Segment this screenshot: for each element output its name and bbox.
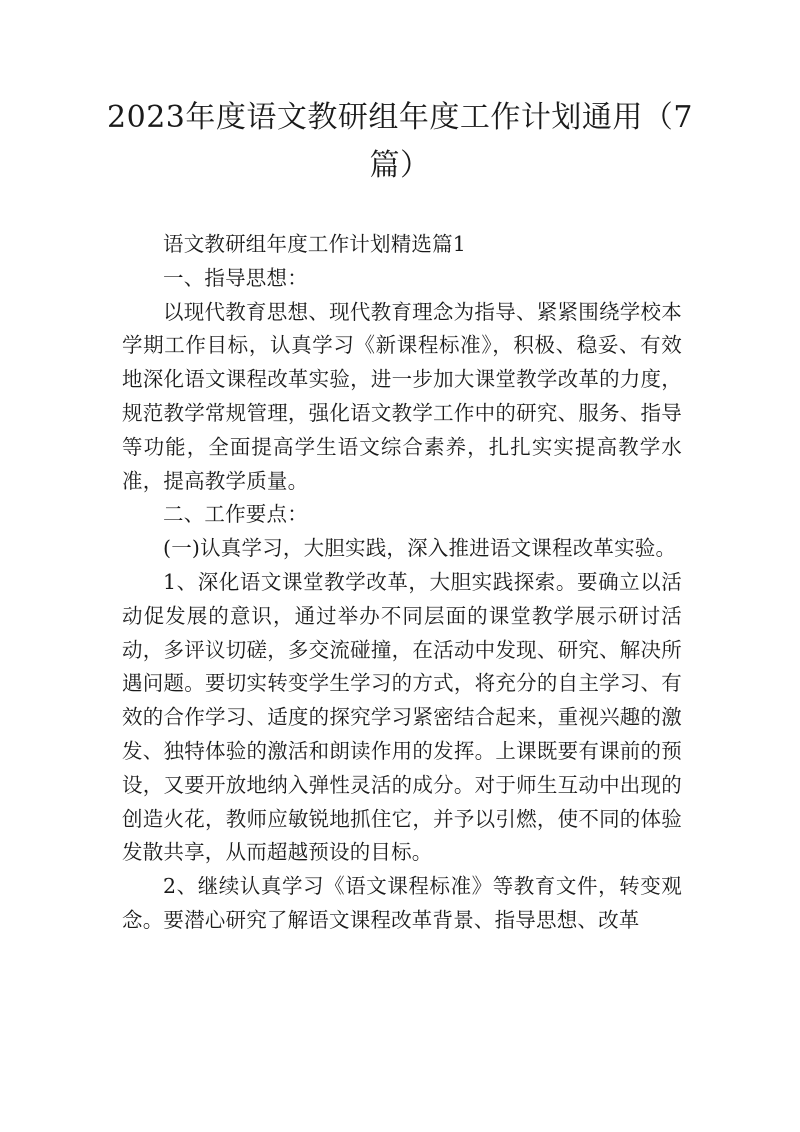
body-paragraph: 2、继续认真学习《语文课程标准》等教育文件，转变观念。要潜心研究了解语文课程改革背景、指导思想、改革 — [122, 874, 682, 932]
document-title: 2023年度语文教研组年度工作计划通用（7篇） — [107, 100, 693, 183]
subsection-heading: 二、工作要点： — [163, 502, 308, 527]
body-paragraph: 以现代教育思想、现代教育理念为指导、紧紧围绕学校本学期工作目标，认真学习《新课程标准》，积极、稳妥、有效地深化语文课程改革实验，进一步加大课堂教学改革的力度，规范教学常规管理，强化语文教学工作中的研究、服务、指导等功能，全面提高学生语文综合素养，扎扎实实提高教学水准，提高教学质量。 — [122, 299, 682, 493]
body-paragraph: 1、深化语文课堂教学改革，大胆实践探索。要确立以活动促发展的意识，通过举办不同层面的课堂教学展示研讨活动，多评议切磋，多交流碰撞，在活动中发现、研究、解决所遇问题。要切实转变学生学习的方式，将充分的自主学习、有效的合作学习、适度的探究学习紧密结合起来，重视兴趣的激发、独特体验的激活和朗读作用的发挥。上课既要有课前的预设，又要开放地纳入弹性灵活的成分。对于师生互动中出现的创造火花，教师应敏锐地抓住它，并予以引燃，使不同的体验发散共享，从而超越预设的目标。 — [122, 569, 682, 865]
document-body — [122, 228, 682, 938]
subsection-heading: 一、指导思想： — [163, 265, 308, 290]
section-heading: 语文教研组年度工作计划精选篇1 — [163, 232, 467, 256]
body-paragraph: (一)认真学习，大胆实践，深入推进语文课程改革实验。 — [163, 536, 677, 561]
